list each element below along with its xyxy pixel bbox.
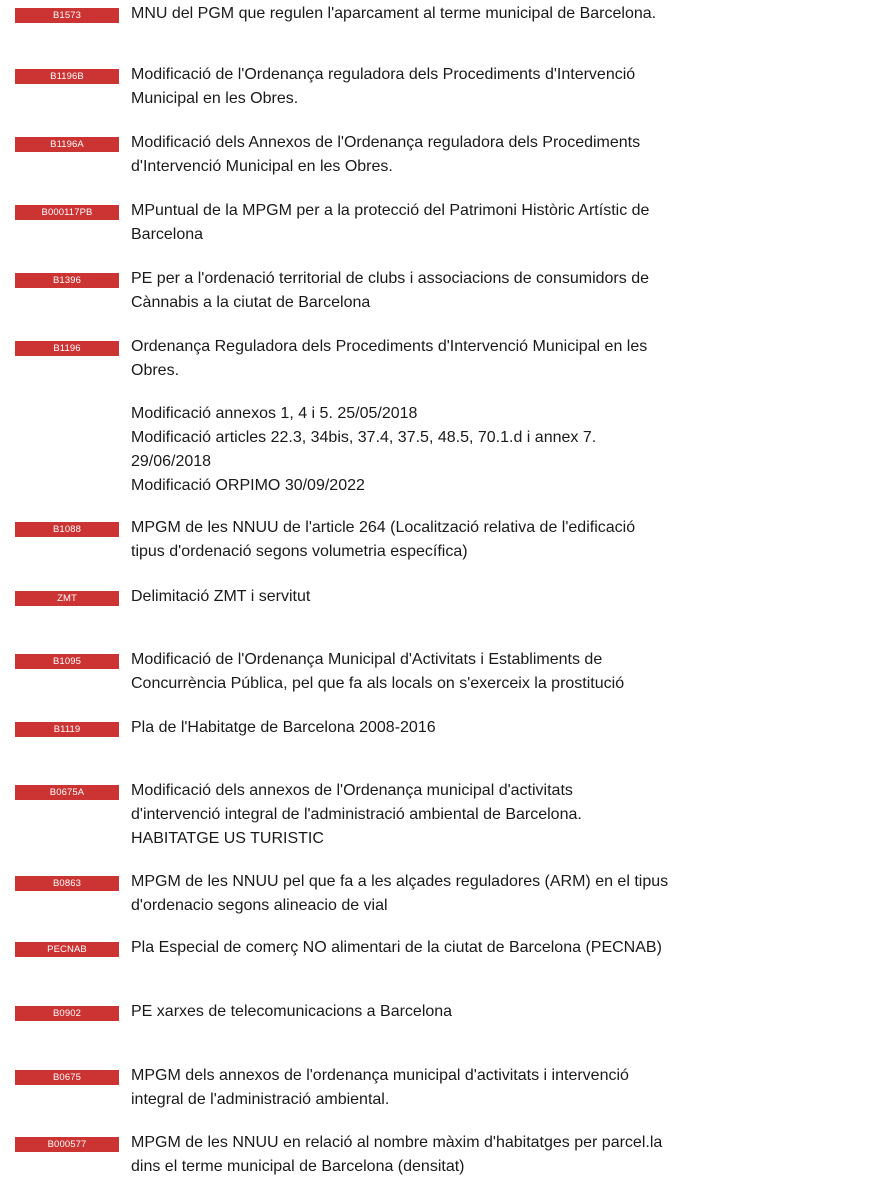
- code-badge: B1095: [15, 654, 119, 669]
- entry-description: [131, 267, 701, 315]
- description-line: tipus d'ordenació segons volumetria específica): [131, 543, 468, 560]
- entry-description: [131, 1064, 701, 1112]
- description-line: MPGM de les NNUU de l'article 264 (Localització relativa de l'edificació: [131, 519, 636, 536]
- description-line: PE per a l'ordenació territorial de clubs i associacions de consumidors de: [131, 270, 649, 287]
- description-line: MPGM de les NNUU en relació al nombre màxim d'habitatges per parcel.la: [131, 1134, 663, 1151]
- modification-notes: [131, 402, 701, 498]
- code-badge: B1196B: [15, 69, 119, 84]
- entry-description: [131, 716, 701, 740]
- description-line: Ordenança Reguladora dels Procediments d'Intervenció Municipal en les: [131, 338, 648, 355]
- entry-description: [131, 131, 701, 179]
- modification-note: Modificació ORPIMO 30/09/2022: [131, 477, 365, 494]
- description-line: Pla de l'Habitatge de Barcelona 2008-2016: [131, 719, 436, 736]
- description-line: MPuntual de la MPGM per a la protecció del Patrimoni Històric Artístic de: [131, 202, 650, 219]
- entry-description: [131, 1131, 701, 1179]
- description-line: Modificació de l'Ordenança reguladora dels Procediments d'Intervenció: [131, 66, 636, 83]
- description-line: integral de l'administració ambiental.: [131, 1091, 390, 1108]
- description-line: MNU del PGM que regulen l'aparcament al terme municipal de Barcelona.: [131, 5, 657, 22]
- description-line: Cànnabis a la ciutat de Barcelona: [131, 294, 371, 311]
- description-line: MPGM dels annexos de l'ordenança municipal d'activitats i intervenció: [131, 1067, 629, 1084]
- description-line: Delimitació ZMT i servitut: [131, 588, 311, 605]
- description-line: PE xarxes de telecomunicacions a Barcelona: [131, 1003, 453, 1020]
- code-badge: B000117PB: [15, 205, 119, 220]
- code-badge: PECNAB: [15, 942, 119, 957]
- entry-description: [131, 936, 701, 960]
- modification-note: Modificació annexos 1, 4 i 5. 25/05/2018: [131, 405, 418, 422]
- description-line: Barcelona: [131, 226, 204, 243]
- description-line: d'ordenacio segons alineacio de vial: [131, 897, 388, 914]
- code-badge: B1196A: [15, 137, 119, 152]
- entry-description: [131, 335, 701, 498]
- code-badge: B1396: [15, 273, 119, 288]
- code-badge: B1573: [15, 8, 119, 23]
- description-line: Concurrència Pública, pel que fa als locals on s'exerceix la prostitució: [131, 675, 625, 692]
- entry-description: [131, 585, 701, 609]
- entry-description: [131, 199, 701, 247]
- code-badge: B0675: [15, 1070, 119, 1085]
- description-line: Pla Especial de comerç NO alimentari de la ciutat de Barcelona (PECNAB): [131, 939, 662, 956]
- description-line: HABITATGE US TURISTIC: [131, 830, 324, 847]
- description-line: d'Intervenció Municipal en les Obres.: [131, 158, 393, 175]
- description-line: Municipal en les Obres.: [131, 90, 299, 107]
- entry-description: [131, 1000, 701, 1024]
- description-line: d'intervenció integral de l'administració ambiental de Barcelona.: [131, 806, 582, 823]
- code-badge: B000577: [15, 1137, 119, 1152]
- modification-note: Modificació articles 22.3, 34bis, 37.4, 37.5, 48.5, 70.1.d i annex 7.: [131, 429, 597, 446]
- code-badge: ZMT: [15, 591, 119, 606]
- description-line: Modificació dels Annexos de l'Ordenança reguladora dels Procediments: [131, 134, 641, 151]
- code-badge: B0863: [15, 876, 119, 891]
- description-line: Obres.: [131, 362, 180, 379]
- description-line: Modificació dels annexos de l'Ordenança municipal d'activitats: [131, 782, 573, 799]
- code-badge: B1119: [15, 722, 119, 737]
- code-badge: B1196: [15, 341, 119, 356]
- description-line: Modificació de l'Ordenança Municipal d'Activitats i Establiments de: [131, 651, 603, 668]
- code-badge: B1088: [15, 522, 119, 537]
- entry-description: [131, 779, 701, 851]
- entry-description: [131, 648, 701, 696]
- entry-description: [131, 516, 701, 564]
- entry-description: [131, 2, 701, 26]
- code-badge: B0675A: [15, 785, 119, 800]
- description-line: dins el terme municipal de Barcelona (densitat): [131, 1158, 465, 1175]
- modification-note: 29/06/2018: [131, 453, 212, 470]
- code-badge: B0902: [15, 1006, 119, 1021]
- entry-description: [131, 870, 701, 918]
- entry-description: [131, 63, 701, 111]
- description-line: MPGM de les NNUU pel que fa a les alçades reguladores (ARM) en el tipus: [131, 873, 669, 890]
